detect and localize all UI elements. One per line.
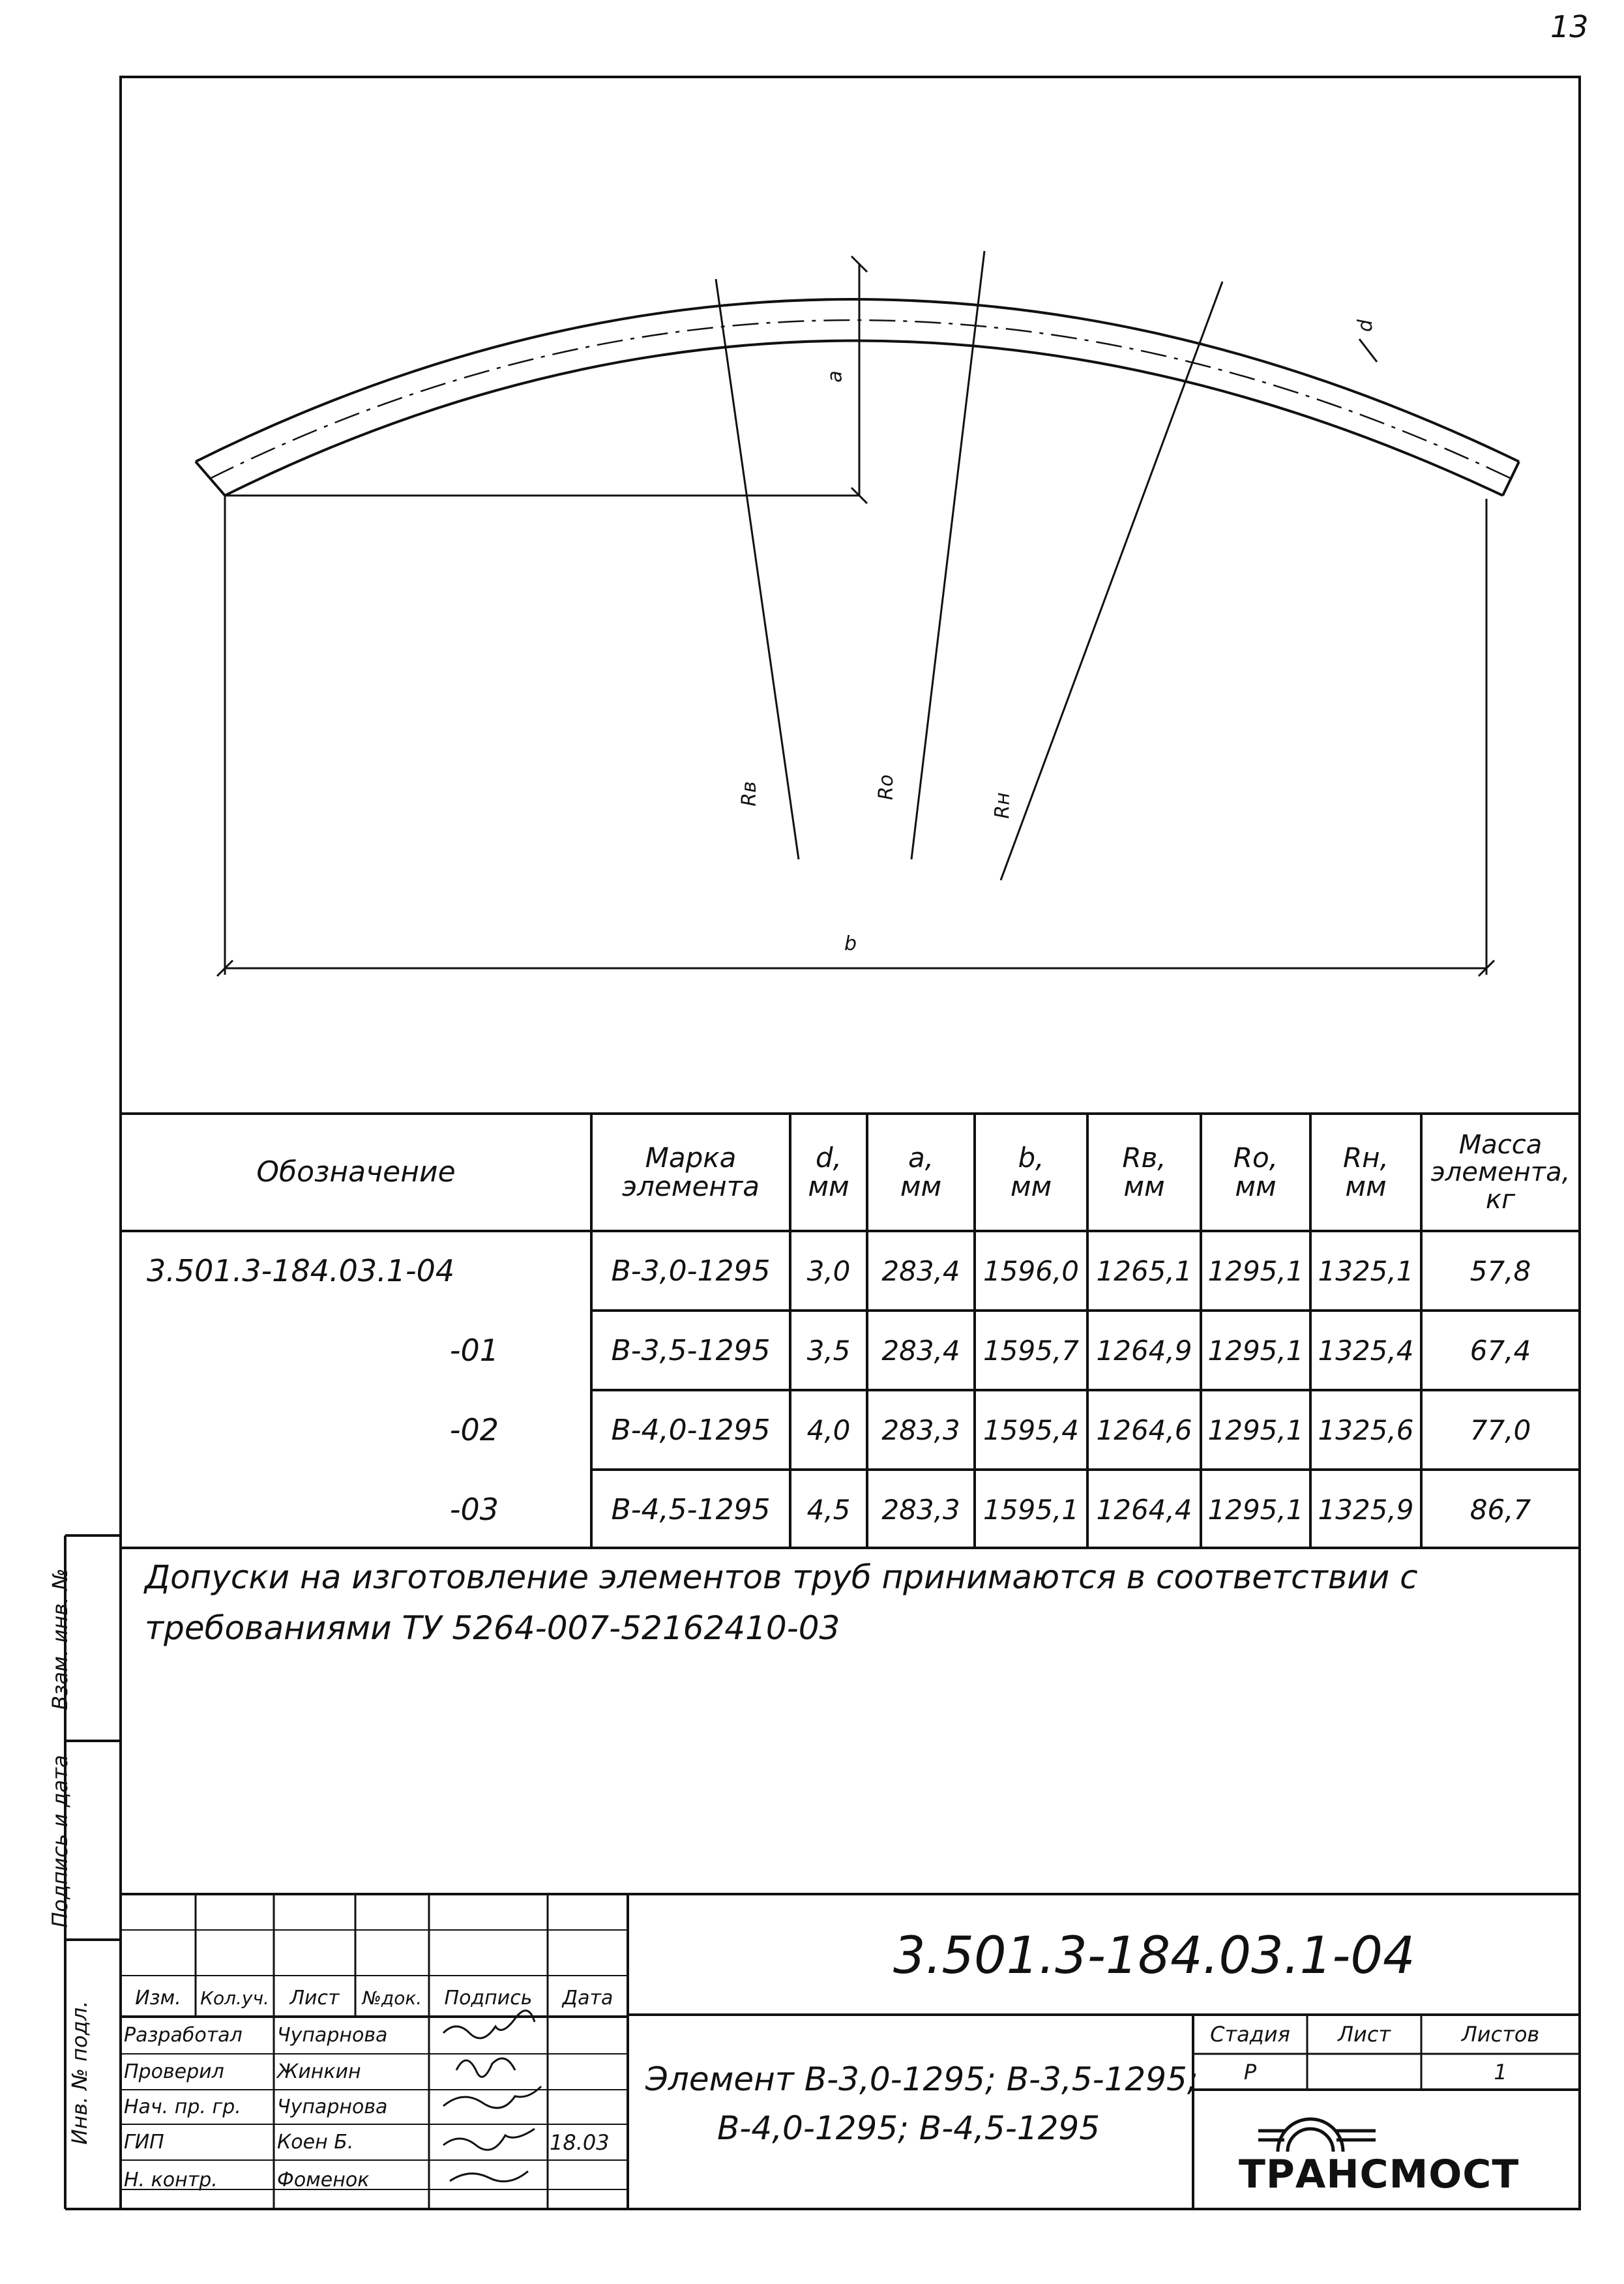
table-cell-rn: 1325,6 — [1318, 1414, 1414, 1446]
table-cell-b: 1596,0 — [983, 1254, 1079, 1287]
dim-b-label: b — [844, 932, 857, 955]
tb-date — [550, 2017, 627, 2054]
tb-date — [550, 2054, 627, 2090]
dim-a-label: a — [823, 370, 847, 383]
table-cell-b: 1595,7 — [983, 1334, 1079, 1367]
table-cell-rn: 1325,1 — [1318, 1254, 1414, 1287]
tb-name: Коен Б. — [277, 2131, 354, 2154]
header-rn: Rн, мм — [1343, 1141, 1389, 1202]
arc-inner — [225, 341, 1503, 496]
stage-label: Стадия — [1210, 2022, 1290, 2047]
table-cell-a: 283,4 — [881, 1334, 960, 1367]
radius-mid-label: Rо — [875, 774, 898, 801]
table-cell-rn: 1325,9 — [1318, 1493, 1414, 1526]
tb-col-kolych: Кол.уч. — [200, 1987, 269, 2009]
table-cell-mass: 77,0 — [1469, 1414, 1531, 1446]
table-cell-ro: 1295,1 — [1207, 1493, 1304, 1526]
header-rv: Rв, мм — [1122, 1141, 1166, 1202]
table-cell-d: 3,5 — [806, 1334, 851, 1367]
arc-outer — [196, 299, 1519, 462]
tb-name: Фоменок — [277, 2168, 370, 2191]
table-cell-designation: -02 — [449, 1412, 499, 1447]
table-cell-designation: 3.501.3-184.03.1-04 — [147, 1253, 455, 1288]
table-cell-d: 3,0 — [806, 1254, 851, 1287]
table-cell-designation: -03 — [449, 1492, 499, 1527]
dim-d-label: d — [1354, 319, 1378, 333]
tb-role: Нач. пр. гр. — [124, 2096, 241, 2118]
table-cell-mass: 86,7 — [1469, 1493, 1531, 1526]
note-line-2: требованиями ТУ 5264-007-52162410-03 — [145, 1609, 840, 1647]
tb-date — [550, 2090, 627, 2124]
signatures — [443, 2011, 541, 2182]
company-logo-mark — [1258, 2119, 1376, 2152]
tb-col-izm: Изм. — [135, 1986, 181, 2010]
table-cell-ro: 1295,1 — [1207, 1414, 1304, 1446]
company-logo: ТРАНСМОСТ — [1239, 2152, 1520, 2197]
title-line-2: В-4,0-1295; В-4,5-1295 — [717, 2109, 1100, 2147]
tb-col-ndok: №док. — [362, 1987, 422, 2009]
sheet-value — [1307, 2054, 1421, 2090]
table-cell-designation: -01 — [449, 1333, 499, 1368]
header-b: b, мм — [1010, 1141, 1052, 1202]
tb-role: Разработал — [124, 2024, 243, 2047]
tb-date — [550, 2160, 627, 2199]
page-number: 13 — [1550, 9, 1589, 44]
side-stamp-inv-orig: Инв. № подл. — [67, 2000, 92, 2145]
table-cell-mark: В-4,5-1295 — [611, 1492, 771, 1526]
tb-role: Проверил — [124, 2060, 224, 2083]
note-line-1: Допуски на изготовление элементов труб принимаются в соответствии с — [145, 1558, 1418, 1596]
table-cell-ro: 1295,1 — [1207, 1334, 1304, 1367]
sheets-value: 1 — [1494, 2059, 1507, 2084]
radius-outer-line — [1001, 282, 1222, 880]
table-cell-rv: 1264,4 — [1096, 1493, 1192, 1526]
side-stamp-repl-inv: Взам. инв. № — [48, 1568, 72, 1710]
table-cell-b: 1595,4 — [983, 1414, 1079, 1446]
table-cell-a: 283,3 — [881, 1414, 960, 1446]
table-cell-mark: В-3,5-1295 — [611, 1333, 771, 1367]
header-ro: Rо, мм — [1233, 1141, 1278, 1202]
table-cell-b: 1595,1 — [983, 1493, 1079, 1526]
header-designation: Обозначение — [256, 1155, 456, 1189]
stage-value: Р — [1243, 2059, 1257, 2084]
tb-name: Жинкин — [277, 2060, 361, 2083]
table-cell-mark: В-3,0-1295 — [611, 1254, 771, 1288]
tb-col-list: Лист — [289, 1986, 340, 2010]
table-cell-a: 283,3 — [881, 1493, 960, 1526]
table-cell-mass: 57,8 — [1469, 1254, 1531, 1287]
sheets-label: Листов — [1461, 2022, 1540, 2047]
tb-col-data: Дата — [562, 1986, 613, 2010]
radius-outer-label: Rн — [991, 792, 1014, 819]
title-line-1: Элемент В-3,0-1295; В-3,5-1295; — [645, 2060, 1198, 2098]
header-a: a, мм — [900, 1141, 942, 1202]
table-cell-rn: 1325,4 — [1318, 1334, 1414, 1367]
tb-name: Чупарнова — [277, 2024, 388, 2047]
arc-axis — [210, 320, 1511, 479]
table-cell-d: 4,5 — [806, 1493, 851, 1526]
table-cell-rv: 1264,9 — [1096, 1334, 1192, 1367]
tb-role: Н. контр. — [124, 2168, 218, 2191]
header-mark: Марка элемента — [622, 1141, 760, 1202]
table-cell-mass: 67,4 — [1469, 1334, 1531, 1367]
side-stamp-sign-date: Подпись и дата — [48, 1755, 72, 1928]
arc-element — [196, 251, 1519, 976]
header-mass: Масса элемента, кг — [1430, 1130, 1571, 1215]
table-cell-mark: В-4,0-1295 — [611, 1413, 771, 1447]
table-cell-rv: 1265,1 — [1096, 1254, 1192, 1287]
tb-role: ГИП — [124, 2131, 164, 2154]
table-cell-d: 4,0 — [806, 1414, 851, 1446]
tb-col-podpis: Подпись — [444, 1986, 533, 2010]
radius-inner-label: Rв — [737, 781, 761, 807]
table-cell-a: 283,4 — [881, 1254, 960, 1287]
doc-number: 3.501.3-184.03.1-04 — [893, 1927, 1415, 1985]
header-d: d, мм — [808, 1141, 849, 1202]
table-cell-rv: 1264,6 — [1096, 1414, 1192, 1446]
table-cell-ro: 1295,1 — [1207, 1254, 1304, 1287]
radius-inner-line — [716, 279, 799, 859]
sheet-label: Лист — [1337, 2022, 1391, 2047]
tb-name: Чупарнова — [277, 2096, 388, 2118]
tb-date: 18.03 — [550, 2129, 610, 2155]
